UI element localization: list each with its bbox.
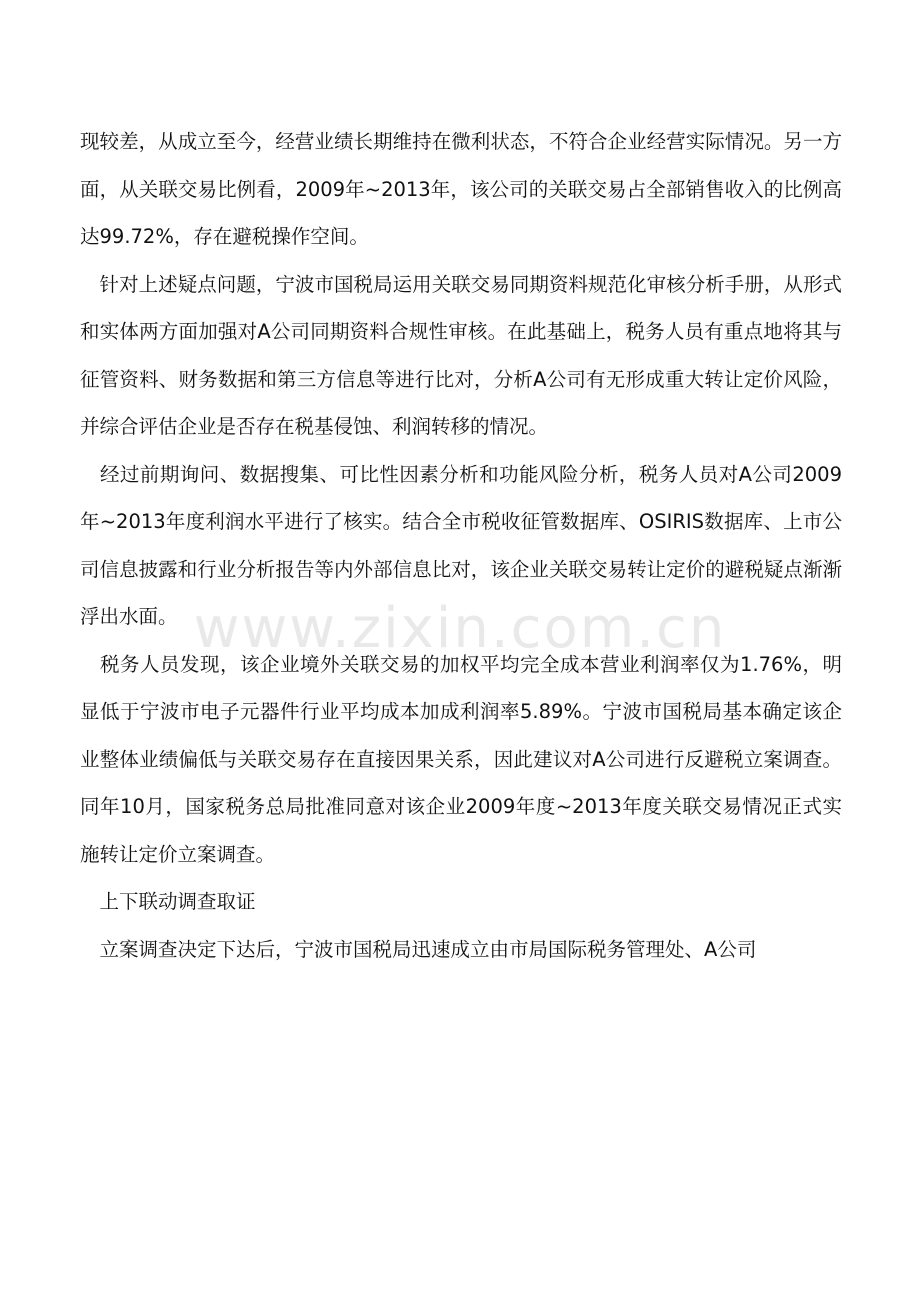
watermark: www.zixin.com.cn — [193, 596, 727, 661]
paragraph-4: 税务人员发现，该企业境外关联交易的加权平均完全成本营业利润率仅为1.76%，明显低于宁波市电子元器件行业平均成本加成利润率5.89%。宁波市国税局基本确定该企业整体业绩偏低与关联交易存在直接因果关系，因此建议对A公司进行反避税立案调查。同年10月，国家税务总局批准同意对该企业2009年度~2013年度关联交易情况正式实施转让定价立案调查。 — [80, 652, 842, 866]
section-heading: 上下联动调查取证 — [80, 890, 256, 913]
document-body — [80, 118, 842, 973]
paragraph-1: 现较差，从成立至今，经营业绩长期维持在微利状态，不符合企业经营实际情况。另一方面，从关联交易比例看，2009年~2013年，该公司的关联交易占全部销售收入的比例高达99.72%，存在避税操作空间。 — [80, 130, 842, 248]
paragraph-5: 立案调查决定下达后，宁波市国税局迅速成立由市局国际税务管理处、A公司 — [80, 937, 757, 961]
paragraph-3: 经过前期询问、数据搜集、可比性因素分析和功能风险分析，税务人员对A公司2009年~2013年度利润水平进行了核实。结合全市税收征管数据库、OSIRIS数据库、上市公司信息披露和行业分析报告等内外部信息比对，该企业关联交易转让定价的避税疑点渐渐浮出水面。 — [80, 462, 842, 628]
paragraph-2: 针对上述疑点问题，宁波市国税局运用关联交易同期资料规范化审核分析手册，从形式和实体两方面加强对A公司同期资料合规性审核。在此基础上，税务人员有重点地将其与征管资料、财务数据和第三方信息等进行比对，分析A公司有无形成重大转让定价风险，并综合评估企业是否存在税基侵蚀、利润转移的情况。 — [80, 272, 842, 438]
